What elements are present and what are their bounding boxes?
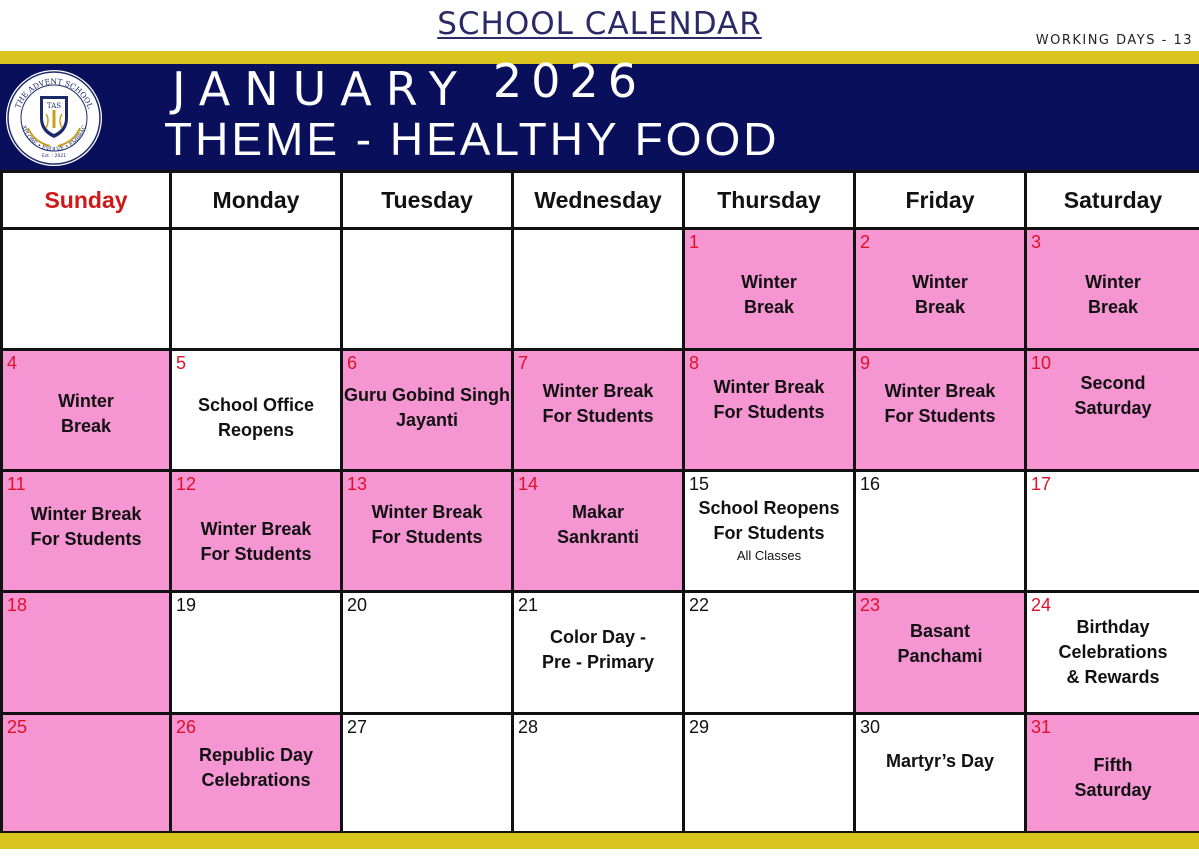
day-cell [513, 592, 684, 714]
day-number: 14 [518, 474, 539, 494]
day-cell [513, 714, 684, 833]
event-label: Birthday Celebrations & Rewards [1058, 617, 1168, 687]
day-cell [342, 714, 513, 833]
day-number: 31 [1031, 717, 1052, 737]
day-cell [855, 592, 1026, 714]
event-label: Winter Break [1085, 272, 1141, 317]
day-cell [2, 592, 171, 714]
day-cell [513, 229, 684, 350]
event-label: Winter Break [912, 272, 968, 317]
event-label: Republic Day Celebrations [198, 745, 314, 790]
day-cell [855, 350, 1026, 471]
school-logo [6, 70, 102, 166]
svg-text:THE ADVENT SCHOOL: THE ADVENT SCHOOL [13, 76, 95, 110]
event-label: Guru Gobind Singh Jayanti [344, 385, 510, 430]
day-number: 29 [689, 717, 710, 737]
day-number: 23 [860, 595, 881, 615]
day-number: 26 [176, 717, 197, 737]
day-cell [171, 350, 342, 471]
event-label: Basant Panchami [897, 621, 983, 666]
day-cell [171, 714, 342, 833]
day-number: 4 [7, 353, 18, 373]
working-days-label: WORKING DAYS - 13 [1035, 33, 1193, 48]
svg-text:TAS: TAS [46, 102, 62, 110]
calendar-week-row [2, 350, 1199, 471]
day-number: 7 [518, 353, 529, 373]
day-number: 24 [1031, 595, 1052, 615]
weekday-header-wednesday: Wednesday [513, 172, 684, 229]
bottom-gold-bar [0, 833, 1199, 849]
day-cell [2, 471, 171, 592]
event-label: Winter Break [58, 391, 114, 436]
day-number: 5 [176, 353, 187, 373]
event-label: Fifth Saturday [1074, 755, 1152, 800]
year: 2026 [492, 54, 646, 108]
day-cell [513, 350, 684, 471]
day-number: 2 [860, 232, 871, 252]
day-number: 20 [347, 595, 368, 615]
event-label: Color Day - Pre - Primary [541, 627, 655, 672]
day-cell [855, 714, 1026, 833]
day-cell [342, 229, 513, 350]
day-number: 19 [176, 595, 197, 615]
event-label: Second Saturday [1074, 373, 1152, 418]
calendar-weeks [2, 229, 1199, 833]
event-label: Martyr’s Day [885, 751, 995, 771]
day-number: 25 [7, 717, 28, 737]
day-number: 18 [7, 595, 28, 615]
day-cell [684, 229, 855, 350]
day-number: 17 [1031, 474, 1052, 494]
weekday-header-monday: Monday [171, 172, 342, 229]
event-label: School Reopens For Students [698, 498, 840, 543]
day-number: 21 [518, 595, 539, 615]
day-cell [2, 229, 171, 350]
event-label: Makar Sankranti [556, 502, 640, 547]
calendar-title-text: SCHOOL CALENDAR [437, 6, 762, 42]
day-cell [1026, 714, 1199, 833]
day-number: 27 [347, 717, 368, 737]
event-label: Winter Break For Students [542, 381, 654, 426]
day-cell [1026, 471, 1199, 592]
day-cell [1026, 350, 1199, 471]
day-cell [855, 229, 1026, 350]
calendar-week-row [2, 714, 1199, 833]
calendar-week-row [2, 229, 1199, 350]
day-cell [684, 350, 855, 471]
day-cell [1026, 592, 1199, 714]
calendar-grid [0, 170, 1199, 834]
day-number: 22 [689, 595, 710, 615]
day-number: 3 [1031, 232, 1042, 252]
day-cell [171, 592, 342, 714]
calendar-week-row [2, 592, 1199, 714]
day-number: 12 [176, 474, 197, 494]
month-name: JANUARY [172, 62, 471, 116]
event-label: School Office Reopens [197, 395, 314, 440]
event-label: Winter Break For Students [371, 502, 483, 547]
weekday-header-tuesday: Tuesday [342, 172, 513, 229]
event-sublabel: All Classes [736, 548, 802, 563]
calendar-title [0, 6, 1199, 42]
day-number: 15 [689, 474, 710, 494]
weekday-header-sunday: Sunday [2, 172, 171, 229]
day-number: 8 [689, 353, 700, 373]
day-number: 13 [347, 474, 368, 494]
event-label: Winter Break For Students [200, 519, 312, 564]
day-cell [855, 471, 1026, 592]
school-crest-icon [6, 70, 102, 166]
day-cell [342, 471, 513, 592]
day-cell [2, 350, 171, 471]
event-label: Winter Break [741, 272, 797, 317]
day-cell [1026, 229, 1199, 350]
svg-text:EXPLORE • EVOLVE • EMBRACE: XPLORE • EVOLVE • EMBRAC [20, 124, 88, 154]
weekday-header-friday: Friday [855, 172, 1026, 229]
day-number: 9 [860, 353, 871, 373]
day-number: 28 [518, 717, 539, 737]
day-number: 16 [860, 474, 881, 494]
svg-text:Est. : 2021: Est. : 2021 [41, 154, 67, 159]
day-cell [684, 471, 855, 592]
theme-heading: THEME - HEALTHY FOOD [164, 113, 780, 165]
day-number: 11 [7, 474, 26, 494]
day-number: 10 [1031, 353, 1052, 373]
day-number: 6 [347, 353, 358, 373]
day-cell [2, 714, 171, 833]
event-label: Winter Break For Students [884, 381, 996, 426]
calendar-week-row [2, 471, 1199, 592]
month-year-heading [172, 54, 646, 116]
event-label: Winter Break For Students [30, 504, 142, 549]
weekday-header-saturday: Saturday [1026, 172, 1199, 229]
day-number: 30 [860, 717, 881, 737]
day-cell [342, 350, 513, 471]
event-label: Winter Break For Students [713, 377, 825, 422]
weekday-header-row [2, 172, 1199, 229]
day-cell [171, 471, 342, 592]
day-number: 1 [689, 232, 700, 252]
day-cell [513, 471, 684, 592]
day-cell [171, 229, 342, 350]
day-cell [342, 592, 513, 714]
day-cell [684, 714, 855, 833]
day-cell [684, 592, 855, 714]
weekday-header-thursday: Thursday [684, 172, 855, 229]
